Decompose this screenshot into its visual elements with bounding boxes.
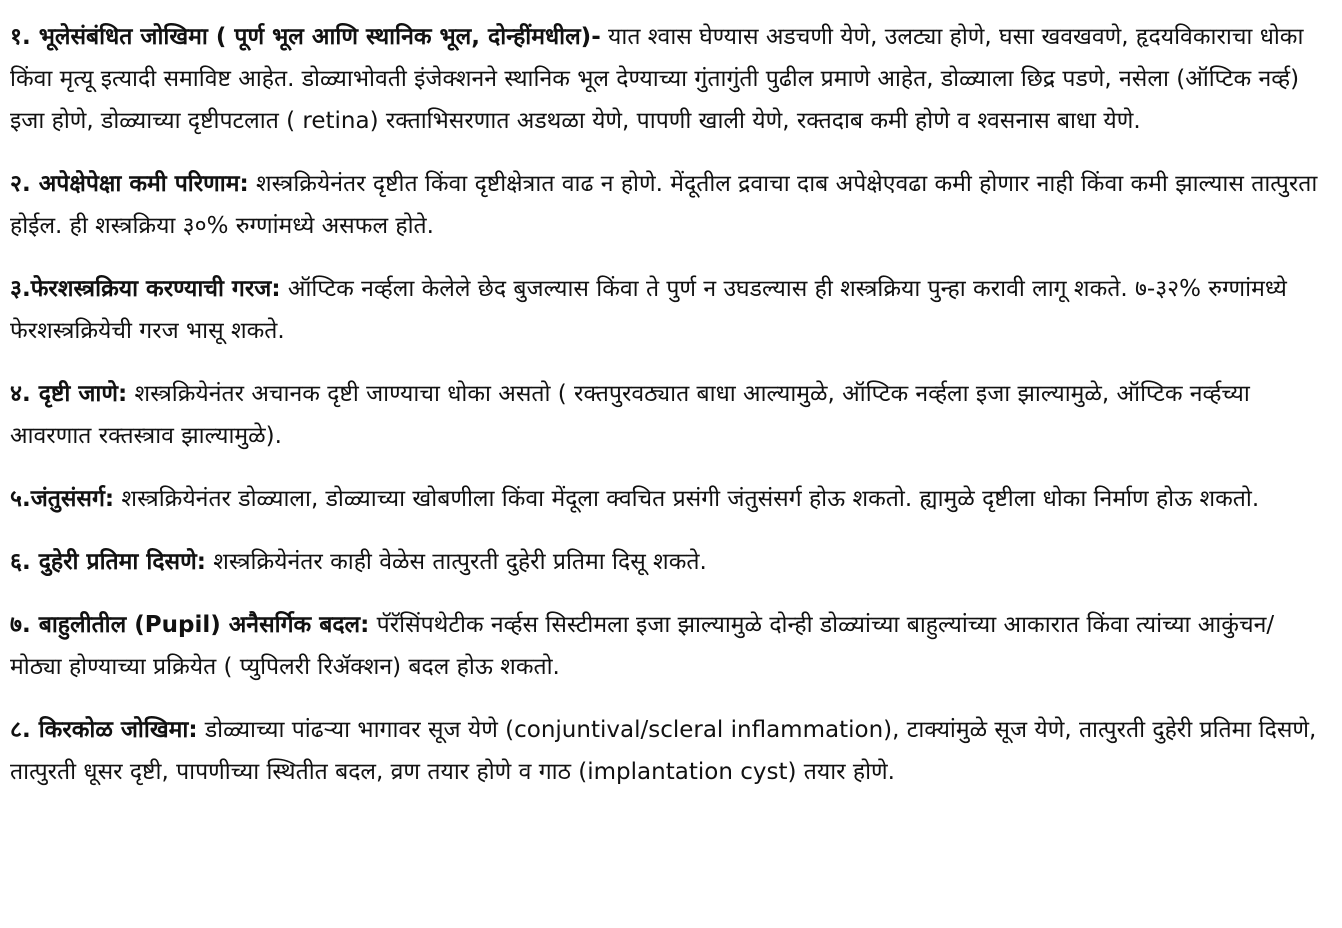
- risk-item-number: २.: [10, 171, 31, 197]
- risk-item-heading: बाहुलीतील (Pupil) अनैसर्गिक बदल:: [30, 612, 370, 638]
- risk-item-heading: अपेक्षेपेक्षा कमी परिणाम:: [30, 171, 249, 197]
- risk-item-text: शस्त्रक्रियेनंतर काही वेळेस तात्पुरती दुहेरी प्रतिमा दिसू शकते.: [205, 549, 707, 575]
- risk-item-number: ४.: [10, 381, 31, 407]
- risk-item-number: ८.: [10, 717, 31, 743]
- risk-item-heading: दृष्टी जाणे:: [30, 381, 128, 407]
- risk-item-6: [10, 541, 1318, 583]
- risk-item-text: शस्त्रक्रियेनंतर अचानक दृष्टी जाण्याचा धोका असतो ( रक्तपुरवठ्यात बाधा आल्यामुळे, ऑप्टिक नर्व्हला इजा झाल्यामुळे, ऑप्टिक नर्व्हच्या आवरणात रक्तस्त्राव झाल्यामुळे).: [10, 381, 1250, 449]
- risk-item-text: डोळ्याच्या पांढऱ्या भागावर सूज येणे (conjuntival/scleral inflammation), टाक्यांमुळे सूज येणे, तात्पुरती दुहेरी प्रतिमा दिसणे, तात्पुरती धूसर दृष्टी, पापणीच्या स्थितीत बदल, व्रण तयार होणे व गाठ (implantation cyst) तयार होणे.: [10, 717, 1317, 785]
- risk-item-4: [10, 373, 1318, 457]
- risk-item-8: [10, 709, 1318, 793]
- risk-item-text: यात श्वास घेण्यास अडचणी येणे, उलट्या होणे, घसा खवखवणे, हृदयविकाराचा धोका किंवा मृत्यू इत्यादी समाविष्ट आहेत. डोळ्याभोवती इंजेक्शनने स्थानिक भूल देण्याच्या गुंतागुंती पुढील प्रमाणे आहेत, डोळ्याला छिद्र पडणे, नसेला (ऑप्टिक नर्व्ह) इजा होणे, डोळ्याच्या दृष्टीपटलात ( retina) रक्ताभिसरणात अडथळा येणे, पापणी खाली येणे, रक्तदाब कमी होणे व श्वसनास बाधा येणे.: [10, 24, 1304, 134]
- risk-item-heading: भूलेसंबंधित जोखिमा ( पूर्ण भूल आणि स्थानिक भूल, दोन्हींमधील)-: [30, 24, 601, 50]
- risk-item-heading: जंतुसंसर्ग:: [30, 486, 115, 512]
- risk-item-1: [10, 16, 1318, 142]
- risk-item-heading: दुहेरी प्रतिमा दिसणे:: [30, 549, 206, 575]
- risk-item-number: ३.: [10, 276, 31, 302]
- risk-item-number: ७.: [10, 612, 31, 638]
- risk-item-text: ऑप्टिक नर्व्हला केलेले छेद बुजल्यास किंवा ते पुर्ण न उघडल्यास ही शस्त्रक्रिया पुन्हा करावी लागू शकते. ७-३२% रुग्णांमध्ये फेरशस्त्रक्रियेची गरज भासू शकते.: [10, 276, 1287, 344]
- risk-item-heading: किरकोळ जोखिमा:: [30, 717, 198, 743]
- risk-item-heading: फेरशस्त्रक्रिया करण्याची गरज:: [30, 276, 281, 302]
- risk-item-2: [10, 163, 1318, 247]
- risk-item-3: [10, 268, 1318, 352]
- risk-item-text: शस्त्रक्रियेनंतर डोळ्याला, डोळ्याच्या खोबणीला किंवा मेंदूला क्वचित प्रसंगी जंतुसंसर्ग होऊ शकतो. ह्यामुळे दृष्टीला धोका निर्माण होऊ शकतो.: [114, 486, 1260, 512]
- risk-item-number: १.: [10, 24, 31, 50]
- risk-item-text: पॅरॅसिंपथेटीक नर्व्हस सिस्टीमला इजा झाल्यामुळे दोन्ही डोळ्यांच्या बाहुल्यांच्या आकारात किंवा त्यांच्या आकुंचन/मोठ्या होण्याच्या प्रक्रियेत ( प्युपिलरी रिॲक्शन) बदल होऊ शकतो.: [10, 612, 1275, 680]
- risk-item-7: [10, 604, 1318, 688]
- risk-item-text: शस्त्रक्रियेनंतर दृष्टीत किंवा दृष्टीक्षेत्रात वाढ न होणे. मेंदूतील द्रवाचा दाब अपेक्षेएवढा कमी होणार नाही किंवा कमी झाल्यास तात्पुरता होईल. ही शस्त्रक्रिया ३०% रुग्णांमध्ये असफल होते.: [10, 171, 1318, 239]
- risk-item-5: [10, 478, 1318, 520]
- risk-item-number: ५.: [10, 486, 31, 512]
- risk-item-number: ६.: [10, 549, 31, 575]
